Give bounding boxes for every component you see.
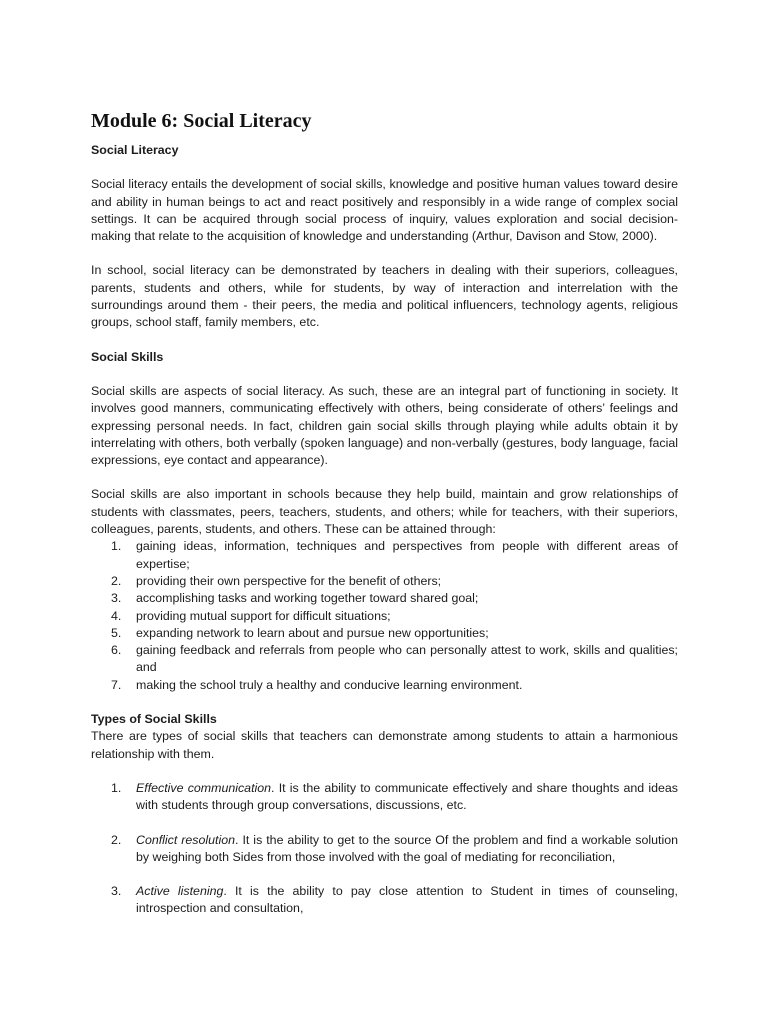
list-item-text: making the school truly a healthy and conducive learning environment. [136,677,523,692]
list-item [91,538,678,573]
skill-description: . It is the ability to get to the source Of the problem and find a workable solution by weighing both Sides from those involved with the goal of mediating for reconciliation, [136,832,679,864]
list-number: 4. [111,608,122,623]
list-item [91,780,678,815]
paragraph-social-literacy-school: In school, social literacy can be demonstrated by teachers in dealing with their superiors, colleagues, parents, students and others, while for students, by way of interaction and interrelation with the surroundings around them - their peers, the media and political influencers, technology agents, religious groups, school staff, family members, etc. [91,263,678,330]
list-number: 2. [111,573,122,588]
section-heading-social-literacy: Social Literacy [91,143,179,157]
section-heading-types-of-social-skills: Types of Social Skills [91,712,217,727]
list-item-text: providing mutual support for difficult situations; [136,608,391,623]
skill-description: . It is the ability to communicate effectively and share thoughts and ideas with students through group conversations, discussions, etc. [136,780,678,813]
skill-term: Conflict resolution [136,832,236,847]
social-skills-benefits-list [91,538,678,694]
list-item [91,642,678,677]
list-item [91,883,678,918]
paragraph-types-intro: There are types of social skills that teachers can demonstrate among students to attain a harmonious relationship with them. [91,729,678,761]
list-item [91,590,678,607]
list-number: 1. [111,780,122,795]
list-number: 6. [111,643,122,658]
list-number: 3. [111,884,122,899]
list-item-text: accomplishing tasks and working together toward shared goal; [136,591,479,606]
paragraph-social-literacy-definition: Social literacy entails the development of social skills, knowledge and positive human values toward desire and ability in human beings to act and react positively and responsibly in a wide range of complex social settings. It can be acquired through social process of inquiry, values exploration and social decision-making that relate to the acquisition of knowledge and understanding (Arthur, Davison and Stow, 2000). [91,177,678,244]
types-of-social-skills-list [91,780,678,918]
skill-term: Active listening [136,884,224,899]
list-number: 2. [111,832,122,847]
list-item [91,573,678,590]
section-heading-social-skills: Social Skills [91,349,164,364]
skill-term: Effective communication [136,780,272,795]
list-number: 7. [111,677,122,692]
skill-description: . It is the ability to pay close attention to Student in times of counseling, introspection and consultation, [136,884,678,916]
list-item-text: providing their own perspective for the benefit of others; [136,573,442,588]
paragraph-social-skills-definition: Social skills are aspects of social literacy. As such, these are an integral part of functioning in society. It involves good manners, communicating effectively with others, being considerate of others’ feelings and expressing personal needs. In fact, children gain social skills through playing while adults obtain it by interrelating with others, both verbally (spoken language) and non-verbally (gestures, body language, facial expressions, eye contact and appearance). [91,383,678,468]
document-content [91,108,678,918]
list-item-text: gaining feedback and referrals from people who can personally attest to work, skills and qualities; and [136,643,678,675]
list-item [91,677,678,694]
list-number: 3. [111,591,122,606]
page-title: Module 6: Social Literacy [91,110,312,132]
list-number: 1. [111,539,122,554]
list-number: 5. [111,625,122,640]
paragraph-social-skills-schools: Social skills are also important in schools because they help build, maintain and grow relationships of students with classmates, peers, teachers, students, and others; while for teachers, with their superiors, colleagues, parents, students, and others. These can be attained through: [91,487,678,537]
list-item [91,832,678,867]
list-item [91,608,678,625]
list-item-text: gaining ideas, information, techniques and perspectives from people with different areas of expertise; [136,539,678,571]
list-item [91,625,678,642]
list-item-text: expanding network to learn about and pursue new opportunities; [136,625,489,640]
